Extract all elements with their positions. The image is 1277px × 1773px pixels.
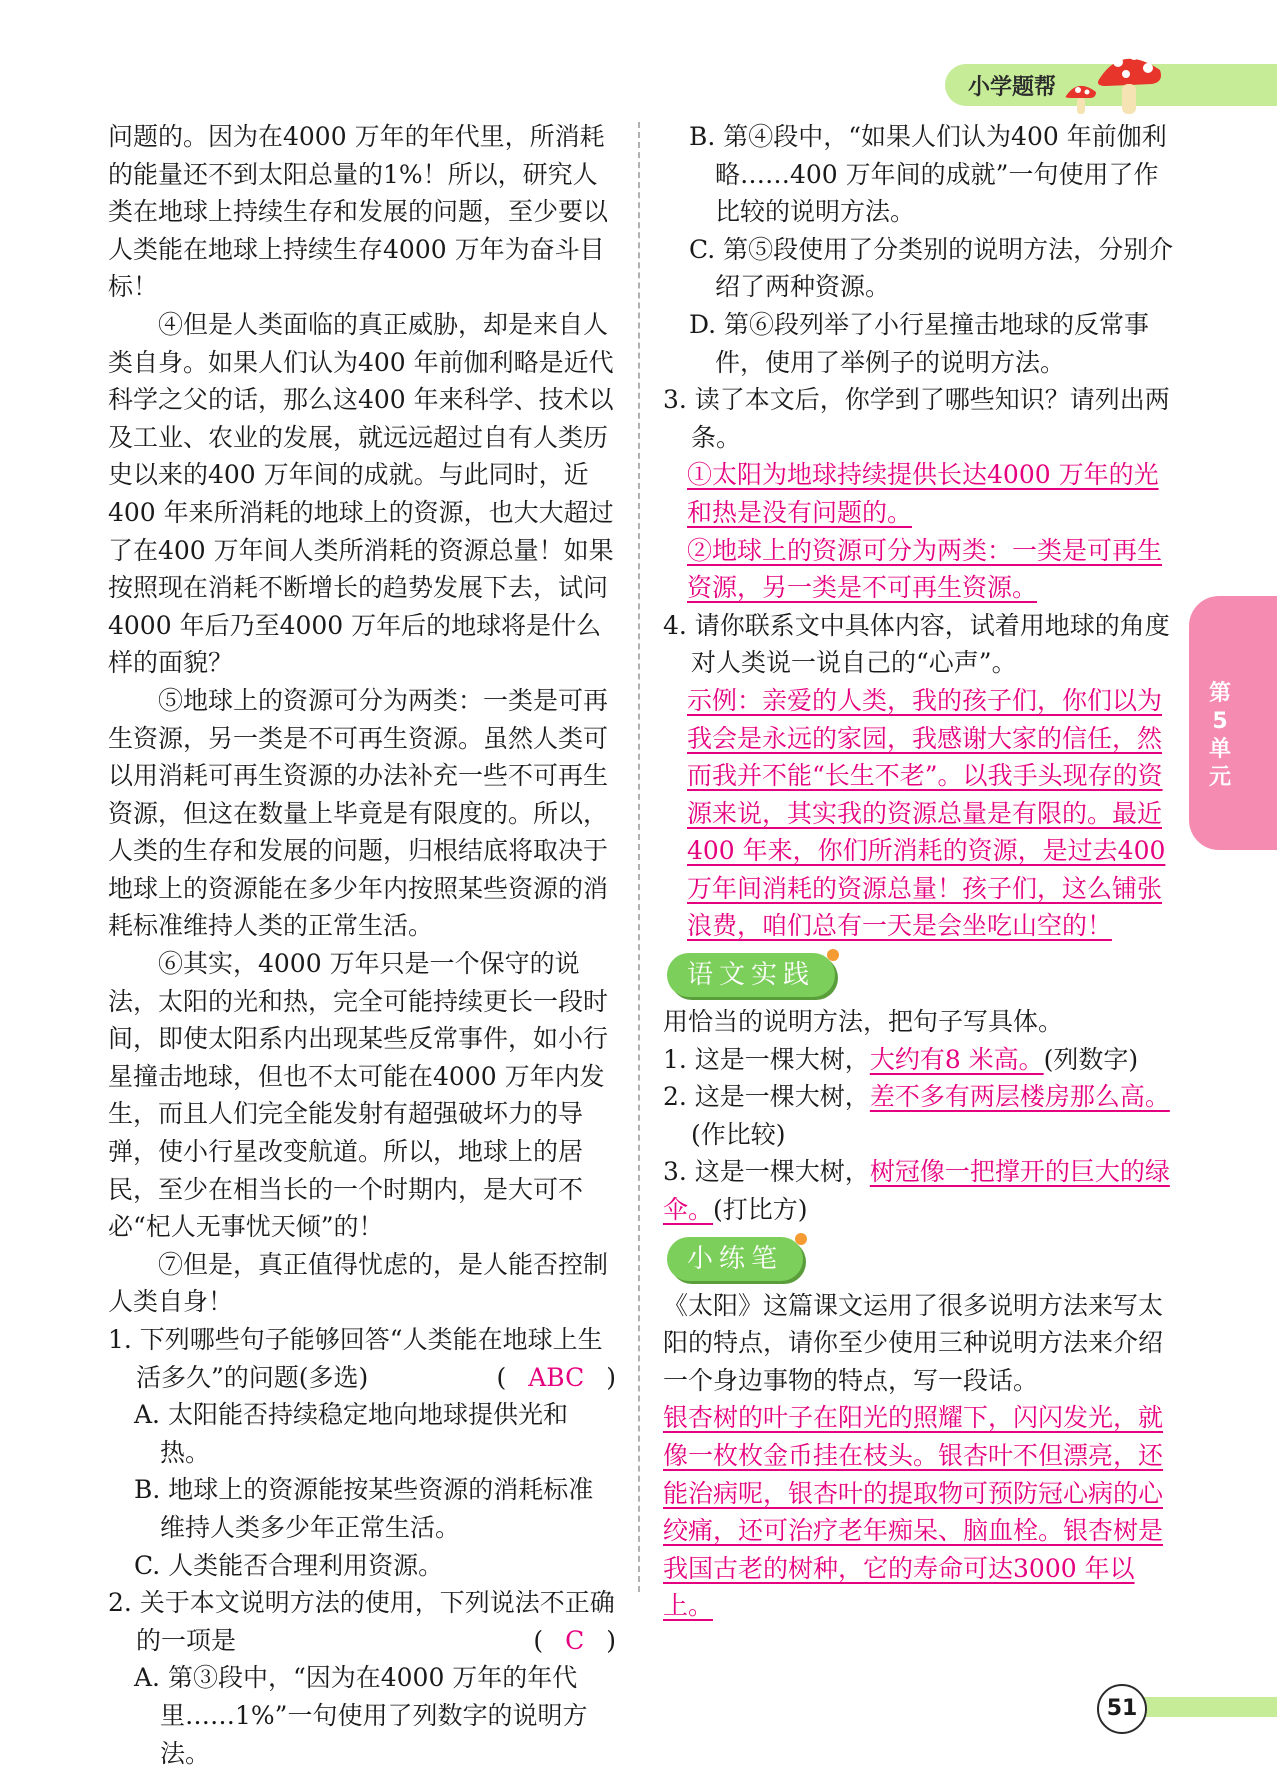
question-1-text: 活多久”的问题(多选): [136, 1362, 369, 1392]
question-2-line2: [108, 1622, 616, 1660]
mushroom-icon: [1060, 40, 1170, 120]
question-4-answer: 示例：亲爱的人类，我的孩子们，你们以为我会是永远的家园，我感谢大家的信任，然而我并不能“长生不老”。以我手头现存的资源来说，其实我的资源总量是有限的。最近400 年来，你们所消耗的资源，是过去400 万年间消耗的资源总量！孩子们，这么铺张浪费，咱们总有一天是会坐吃山空的！: [687, 685, 1166, 941]
practice-item-3: 3. 这是一棵大树，树冠像一把撑开的巨大的绿伞。(打比方): [663, 1157, 1170, 1225]
question-2-line1: 2. 关于本文说明方法的使用，下列说法不正确: [108, 1588, 615, 1618]
question-3-answer-2: ②地球上的资源可分为两类：一类是可再生资源，另一类是不可再生资源。: [687, 535, 1163, 603]
unit-tab-label: 第5单元: [1208, 681, 1231, 790]
section-badge-practice: 语文实践: [667, 953, 835, 997]
practice-answer-3: 树冠像一把撑开的巨大的绿伞。: [663, 1157, 1170, 1225]
question-3-answer-1: ①太阳为地球持续提供长达4000 万年的光和热是没有问题的。: [687, 460, 1159, 527]
question-1-option-a: A. 太阳能否持续稳定地向地球提供光和热。: [134, 1400, 568, 1467]
practice-intro: 用恰当的说明方法，把句子写具体。: [663, 1007, 1064, 1037]
practice-answer-2: 差不多有两层楼房那么高。: [869, 1082, 1170, 1112]
question-2-option-a: A. 第③段中，“因为在4000 万年的年代里……1%”一句使用了列数字的说明方法。: [134, 1663, 588, 1768]
question-2-answer-box: ( C ): [533, 1625, 616, 1655]
question-1-answer: ABC: [528, 1362, 585, 1392]
paragraph-6: ⑥其实，4000 万年只是一个保守的说法，太阳的光和热，完全可能持续更长一段时间，即使太阳系内出现某些反常事件，如小行星撞击地球，但也不太可能在4000 万年内发生，而且人们完全能发射有超强破坏力的导弹，使小行星改变航道。所以，地球上的居民，至少在相当长的一个时期内，是大可不必“杞人无事忧天倾”的！: [108, 949, 609, 1242]
question-2-answer: C: [565, 1625, 585, 1655]
column-divider: [638, 122, 640, 1592]
question-4: 4. 请你联系文中具体内容，试着用地球的角度对人类说一说自己的“心声”。: [663, 610, 1170, 678]
brand-title: 小学题帮: [968, 75, 1057, 100]
practice-item-2: 2. 这是一棵大树，差不多有两层楼房那么高。 (作比较): [663, 1082, 1170, 1149]
question-2-option-c: C. 第⑤段使用了分类别的说明方法，分别介绍了两种资源。: [689, 234, 1174, 302]
left-column: [108, 118, 616, 1772]
question-2-option-b: B. 第④段中，“如果人们认为400 年前伽利略……400 万年间的成就”一句使用了作比较的说明方法。: [689, 122, 1167, 227]
question-1-option-b: B. 地球上的资源能按某些资源的消耗标准维持人类多少年正常生活。: [134, 1475, 594, 1542]
question-2-text: 的一项是: [136, 1625, 237, 1655]
question-1-option-c: C. 人类能否合理利用资源。: [134, 1550, 444, 1580]
page-number: 51: [1097, 1684, 1147, 1734]
practice-item-1: 1. 这是一棵大树，大约有8 米高。(列数字): [663, 1044, 1139, 1074]
practice-answer-1: 大约有8 米高。: [869, 1044, 1044, 1074]
badge-dot-icon: [827, 949, 839, 961]
question-1-answer-box: ( ABC ): [496, 1362, 616, 1392]
paragraph-intro: 问题的。因为在4000 万年的年代里，所消耗的能量还不到太阳总量的1%！所以，研究人类在地球上持续生存和发展的问题，至少要以人类能在地球上持续生存4000 万年为奋斗目标！: [108, 122, 609, 302]
right-column: [663, 118, 1175, 1625]
paragraph-7: ⑦但是，真正值得忧虑的，是人能否控制人类自身！: [108, 1249, 609, 1317]
badge-dot-icon: [795, 1233, 807, 1245]
writing-prompt: 《太阳》这篇课文运用了很多说明方法来写太阳的特点，请你至少使用三种说明方法来介绍一个身边事物的特点，写一段话。: [663, 1290, 1164, 1395]
question-1-line2: [108, 1359, 616, 1397]
paragraph-4: ④但是人类面临的真正威胁，却是来自人类自身。如果人们认为400 年前伽利略是近代科学之父的话，那么这400 年来科学、技术以及工业、农业的发展，就远远超过自有人类历史以来的400 万年间的成就。与此同时，近400 年来所消耗的地球上的资源，也大大超过了在400 万年间人类所消耗的资源总量！如果按照现在消耗不断增长的趋势发展下去，试问4000 年后乃至4000 万年后的地球将是什么样的面貌？: [108, 309, 614, 678]
question-2-option-d: D. 第⑥段列举了小行星撞击地球的反常事件，使用了举例子的说明方法。: [689, 309, 1150, 377]
paragraph-5: ⑤地球上的资源可分为两类：一类是可再生资源，另一类是不可再生资源。虽然人类可以用消耗可再生资源的办法补充一些不可再生资源，但这在数量上毕竟是有限度的。所以，人类的生存和发展的问题，归根结底将取决于地球上的资源能在多少年内按照某些资源的消耗标准维持人类的正常生活。: [108, 685, 609, 941]
writing-answer: 银杏树的叶子在阳光的照耀下，闪闪发光，就像一枚枚金币挂在枝头。银杏叶不但漂亮，还能治病呢，银杏叶的提取物可预防冠心病的心绞痛，还可治疗老年痴呆、脑血栓。银杏树是我国古老的树种，它的寿命可达3000 年以上。: [663, 1403, 1164, 1621]
section-badge-writing: 小练笔: [667, 1237, 803, 1281]
question-1-line1: 1. 下列哪些句子能够回答“人类能在地球上生: [108, 1325, 603, 1354]
question-3: 3. 读了本文后，你学到了哪些知识？请列出两条。: [663, 385, 1170, 452]
